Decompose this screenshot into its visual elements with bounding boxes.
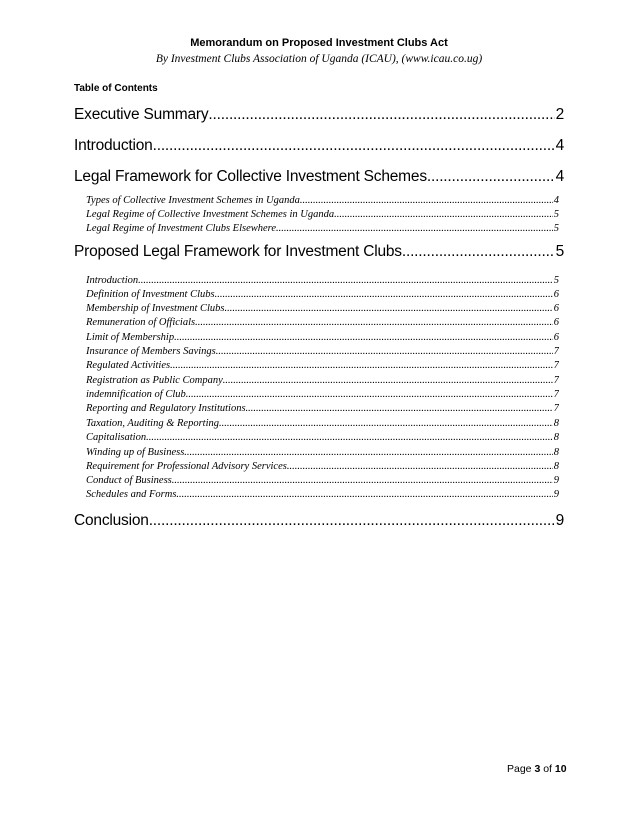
toc-leader-dots <box>215 289 553 300</box>
toc-subentry[interactable] <box>86 489 559 500</box>
toc-entry[interactable] <box>74 168 564 186</box>
document-header-subtitle: By Investment Clubs Association of Uganda (ICAU), (www.icau.co.ug) <box>155 53 483 65</box>
toc-subentry[interactable] <box>86 303 559 314</box>
toc-entry-page: 5 <box>553 209 559 220</box>
toc-entry[interactable] <box>74 106 564 124</box>
toc-subentry[interactable] <box>86 418 559 429</box>
toc-entry-title: Membership of Investment Clubs <box>86 303 225 314</box>
toc-leader-dots <box>149 512 555 530</box>
toc-entry-title: Taxation, Auditing & Reporting <box>86 418 220 429</box>
toc-entry-page: 7 <box>553 375 559 386</box>
toc-entry-title: Remuneration of Officials <box>86 317 196 328</box>
toc-entry-title: Introduction <box>74 137 153 154</box>
document-header-title: Memorandum on Proposed Investment Clubs Act <box>190 37 448 49</box>
toc-subentry[interactable] <box>86 360 559 371</box>
toc-entry-page: 8 <box>553 447 559 458</box>
toc-entry-title: Conduct of Business <box>86 475 172 486</box>
toc-entry-title: Conclusion <box>74 512 149 529</box>
toc-entry-page: 9 <box>553 475 559 486</box>
toc-leader-dots <box>225 303 553 314</box>
toc-leader-dots <box>402 243 555 261</box>
toc-entry-page: 6 <box>553 289 559 300</box>
toc-entry-page: 6 <box>553 332 559 343</box>
toc-leader-dots <box>287 461 553 472</box>
toc-subentry[interactable] <box>86 475 559 486</box>
toc-leader-dots <box>427 168 555 186</box>
toc-subentry[interactable] <box>86 223 559 234</box>
toc-entry-title: Introduction <box>86 275 139 286</box>
page-current: 3 <box>534 763 541 775</box>
toc-entry-page: 6 <box>553 317 559 328</box>
toc-subentry[interactable] <box>86 195 559 206</box>
toc-subentry[interactable] <box>86 389 559 400</box>
toc-leader-dots <box>246 403 553 414</box>
toc-subentry[interactable] <box>86 375 559 386</box>
toc-entry-title: Legal Regime of Collective Investment Schemes in Uganda <box>86 209 335 220</box>
toc-subentry[interactable] <box>86 275 559 286</box>
toc-entry-page: 9 <box>553 489 559 500</box>
toc-entry-page: 7 <box>553 389 559 400</box>
toc-entry[interactable] <box>74 512 564 530</box>
toc-leader-dots <box>195 317 553 328</box>
toc-leader-dots <box>223 375 553 386</box>
toc-leader-dots <box>186 389 553 400</box>
toc-entry-page: 8 <box>553 418 559 429</box>
toc-subentry[interactable] <box>86 332 559 343</box>
toc-entry-page: 5 <box>555 243 564 260</box>
toc-subentry[interactable] <box>86 461 559 472</box>
toc-leader-dots <box>334 209 553 220</box>
toc-subentry[interactable] <box>86 447 559 458</box>
toc-entry-title: Reporting and Regulatory Institutions <box>86 403 246 414</box>
toc-leader-dots <box>208 106 554 124</box>
toc-subentry[interactable] <box>86 346 559 357</box>
toc-entry-title: Insurance of Members Savings <box>86 346 216 357</box>
toc-leader-dots <box>170 360 553 371</box>
toc-leader-dots <box>276 223 553 234</box>
toc-leader-dots <box>176 489 552 500</box>
toc-entry-title: Capitalisation <box>86 432 147 443</box>
toc-leader-dots <box>219 418 553 429</box>
toc-leader-dots <box>174 332 553 343</box>
toc-entry-page: 8 <box>553 461 559 472</box>
page-footer <box>507 763 567 775</box>
toc-leader-dots <box>138 275 553 286</box>
toc-leader-dots <box>216 346 553 357</box>
toc-subentry[interactable] <box>86 432 559 443</box>
toc-leader-dots <box>146 432 553 443</box>
toc-entry-page: 6 <box>553 303 559 314</box>
toc-entry-page: 5 <box>553 223 559 234</box>
toc-entry-page: 7 <box>553 346 559 357</box>
toc-entry-title: Proposed Legal Framework for Investment Clubs <box>74 243 402 260</box>
toc-entry-title: Definition of Investment Clubs <box>86 289 215 300</box>
toc-heading: Table of Contents <box>74 83 158 94</box>
page-of-label: of <box>543 763 552 775</box>
toc-entry-title: Types of Collective Investment Schemes in Uganda <box>86 195 300 206</box>
toc-entry-title: Legal Regime of Investment Clubs Elsewhere <box>86 223 277 234</box>
toc-entry-page: 4 <box>555 137 564 154</box>
toc-entry-title: Registration as Public Company <box>86 375 223 386</box>
toc-subentry[interactable] <box>86 289 559 300</box>
toc-entry-title: Regulated Activities <box>86 360 171 371</box>
toc-entry-page: 7 <box>553 403 559 414</box>
toc-entry[interactable] <box>74 243 564 261</box>
toc-entry-page: 8 <box>553 432 559 443</box>
toc-entry-title: Executive Summary <box>74 106 209 123</box>
toc-leader-dots <box>300 195 553 206</box>
toc-entry-title: Schedules and Forms <box>86 489 177 500</box>
toc-leader-dots <box>153 137 555 155</box>
toc-entry-page: 7 <box>553 360 559 371</box>
toc-entry-title: Winding up of Business <box>86 447 185 458</box>
toc-entry[interactable] <box>74 137 564 155</box>
toc-entry-page: 5 <box>553 275 559 286</box>
toc-entry-title: Requirement for Professional Advisory Services <box>86 461 287 472</box>
toc-entry-page: 4 <box>553 195 559 206</box>
toc-entry-page: 4 <box>555 168 564 185</box>
toc-entry-page: 9 <box>555 512 564 529</box>
toc-entry-title: indemnification of Club <box>86 389 186 400</box>
page-total: 10 <box>554 763 567 775</box>
toc-entry-title: Legal Framework for Collective Investment Schemes <box>74 168 427 185</box>
toc-entry-page: 2 <box>555 106 564 123</box>
toc-leader-dots <box>172 475 553 486</box>
page-label: Page <box>507 763 532 775</box>
toc-subentry[interactable] <box>86 403 559 414</box>
toc-entry-title: Limit of Membership <box>86 332 175 343</box>
toc-leader-dots <box>184 447 552 458</box>
toc-subentry[interactable] <box>86 317 559 328</box>
toc-subentry[interactable] <box>86 209 559 220</box>
